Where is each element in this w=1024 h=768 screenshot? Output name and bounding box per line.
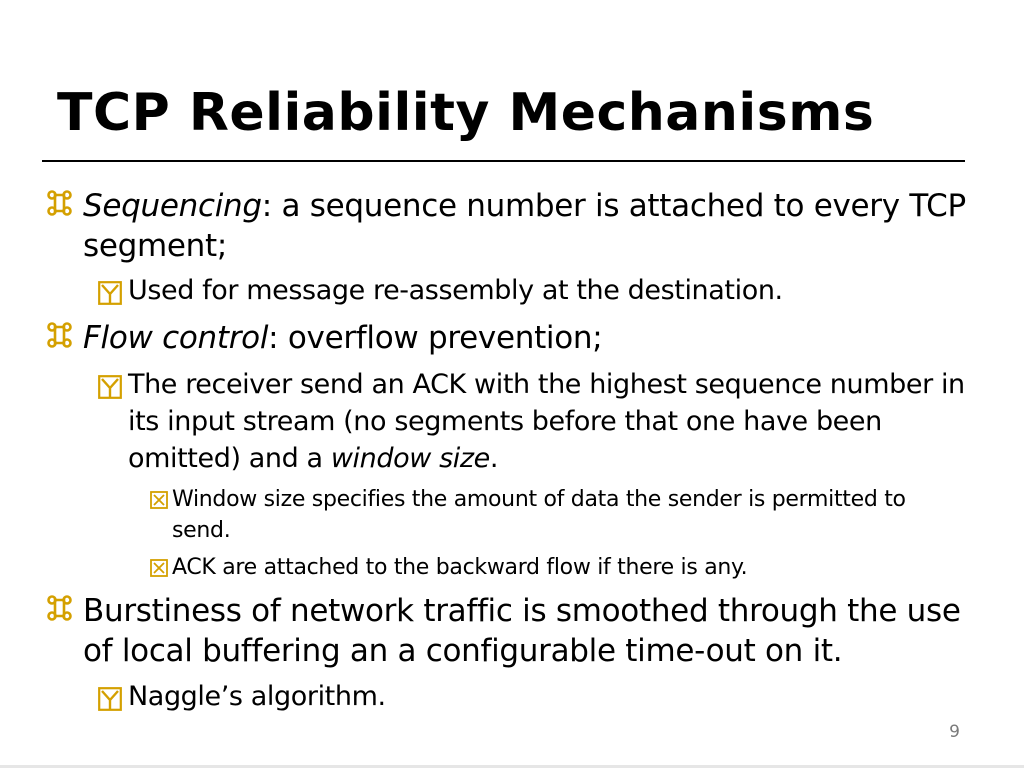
slide-title: TCP Reliability Mechanisms — [57, 83, 875, 143]
title-divider — [42, 160, 965, 162]
bullet-reassembly — [128, 272, 968, 309]
checkbox-x-icon — [150, 559, 168, 577]
bullet-burstiness — [83, 591, 983, 671]
bullet-ack-backward — [172, 552, 952, 583]
bullet-term: Flow control — [83, 320, 269, 356]
checkbox-check-icon — [98, 687, 122, 711]
bullet-text: Window size specifies the amount of data the sender is permitted to send. — [172, 487, 906, 543]
bullet-text: Burstiness of network traffic is smoothed through the use of local buffering an a configurable time-out on it. — [83, 593, 961, 669]
checkbox-x-icon — [150, 491, 168, 509]
command-key-icon — [45, 592, 75, 626]
bullet-receiver-ack — [128, 366, 968, 477]
bullet-naggle — [128, 678, 968, 715]
page-number: 9 — [949, 722, 960, 742]
checkbox-check-icon — [98, 281, 122, 305]
bullet-text: Flow control: overflow prevention; — [83, 320, 603, 356]
bullet-window-size — [172, 484, 952, 546]
bullet-text: ACK are attached to the backward flow if there is any. — [172, 555, 748, 580]
bullet-term: Sequencing — [83, 188, 262, 224]
bullet-text: Sequencing: a sequence number is attached to every TCP segment; — [83, 188, 966, 264]
bullet-sequencing — [83, 186, 983, 266]
bullet-text: The receiver send an ACK with the highest sequence number in its input stream (no segments before that one have been omitted) and a window size. — [128, 369, 965, 474]
command-key-icon — [45, 187, 75, 221]
bullet-flow-control — [83, 318, 983, 358]
checkbox-check-icon — [98, 375, 122, 399]
command-key-icon — [45, 319, 75, 353]
bullet-text: Naggle’s algorithm. — [128, 681, 386, 712]
bullet-term: window size — [330, 443, 490, 474]
bullet-text: Used for message re-assembly at the destination. — [128, 275, 783, 306]
